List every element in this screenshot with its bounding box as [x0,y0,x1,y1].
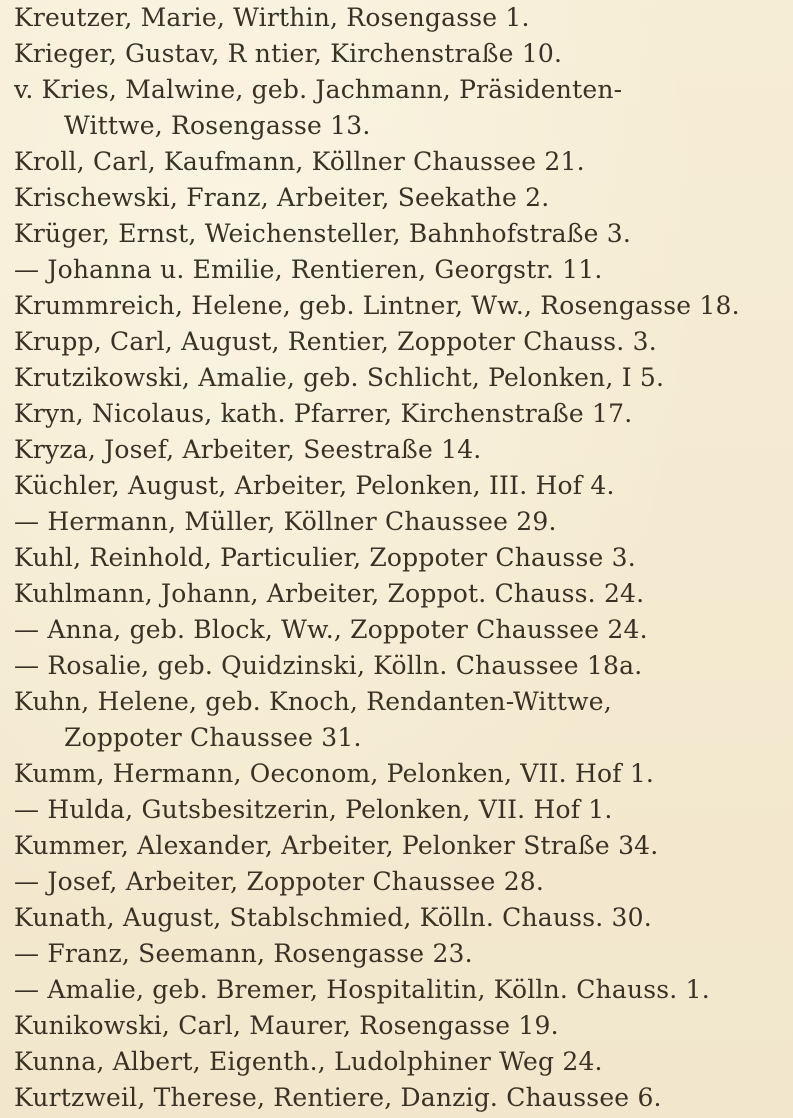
entry-line: — Amalie, geb. Bremer, Hospitalitin, Kölln. Chauss. 1. [14,975,710,1004]
entry-line-continuation: Wittwe, Rosengasse 13. [64,111,371,140]
entry-line: Kunna, Albert, Eigenth., Ludolphiner Weg 24. [14,1047,603,1076]
entry-line: Krummreich, Helene, geb. Lintner, Ww., Rosengasse 18. [14,291,740,320]
entry-line: — Hermann, Müller, Köllner Chaussee 29. [14,507,557,536]
entry-line: Kryza, Josef, Arbeiter, Seestraße 14. [14,435,482,464]
entry-line: Kuhl, Reinhold, Particulier, Zoppoter Chausse 3. [14,543,636,572]
entry-line: Kunikowski, Carl, Maurer, Rosengasse 19. [14,1011,559,1040]
entry-line: Krutzikowski, Amalie, geb. Schlicht, Pelonken, I 5. [14,363,665,392]
entry-line: Krieger, Gustav, R ntier, Kirchenstraße 10. [14,39,563,68]
entry-line: v. Kries, Malwine, geb. Jachmann, Präsidenten- [14,75,623,104]
entry-line: — Hulda, Gutsbesitzerin, Pelonken, VII. Hof 1. [14,795,613,824]
entry-line: Küchler, August, Arbeiter, Pelonken, III. Hof 4. [14,471,615,500]
entry-line: Krüger, Ernst, Weichensteller, Bahnhofstraße 3. [14,219,632,248]
entry-line: Kreutzer, Marie, Wirthin, Rosengasse 1. [14,3,530,32]
entry-line: Kuhlmann, Johann, Arbeiter, Zoppot. Chauss. 24. [14,579,645,608]
entry-line: — Josef, Arbeiter, Zoppoter Chaussee 28. [14,867,545,896]
entry-line: Kunath, August, Stablschmied, Kölln. Chauss. 30. [14,903,652,932]
entry-line: Kroll, Carl, Kaufmann, Köllner Chaussee 21. [14,147,585,176]
entry-line: — Rosalie, geb. Quidzinski, Kölln. Chaussee 18a. [14,651,643,680]
entry-line-continuation: Zoppoter Chaussee 31. [64,723,362,752]
entry-line: Kuhn, Helene, geb. Knoch, Rendanten-Wittwe, [14,687,612,716]
entry-line: Krupp, Carl, August, Rentier, Zoppoter Chauss. 3. [14,327,657,356]
entry-line: Kryn, Nicolaus, kath. Pfarrer, Kirchenstraße 17. [14,399,633,428]
entry-line: — Anna, geb. Block, Ww., Zoppoter Chaussee 24. [14,615,648,644]
entry-line: Kummer, Alexander, Arbeiter, Pelonker Straße 34. [14,831,659,860]
entry-line: — Franz, Seemann, Rosengasse 23. [14,939,473,968]
entry-line: Krischewski, Franz, Arbeiter, Seekathe 2. [14,183,550,212]
entry-line: Kurtzweil, Therese, Rentiere, Danzig. Chaussee 6. [14,1083,662,1112]
entry-line: Kumm, Hermann, Oeconom, Pelonken, VII. Hof 1. [14,759,655,788]
entry-line: — Johanna u. Emilie, Rentieren, Georgstr. 11. [14,255,603,284]
